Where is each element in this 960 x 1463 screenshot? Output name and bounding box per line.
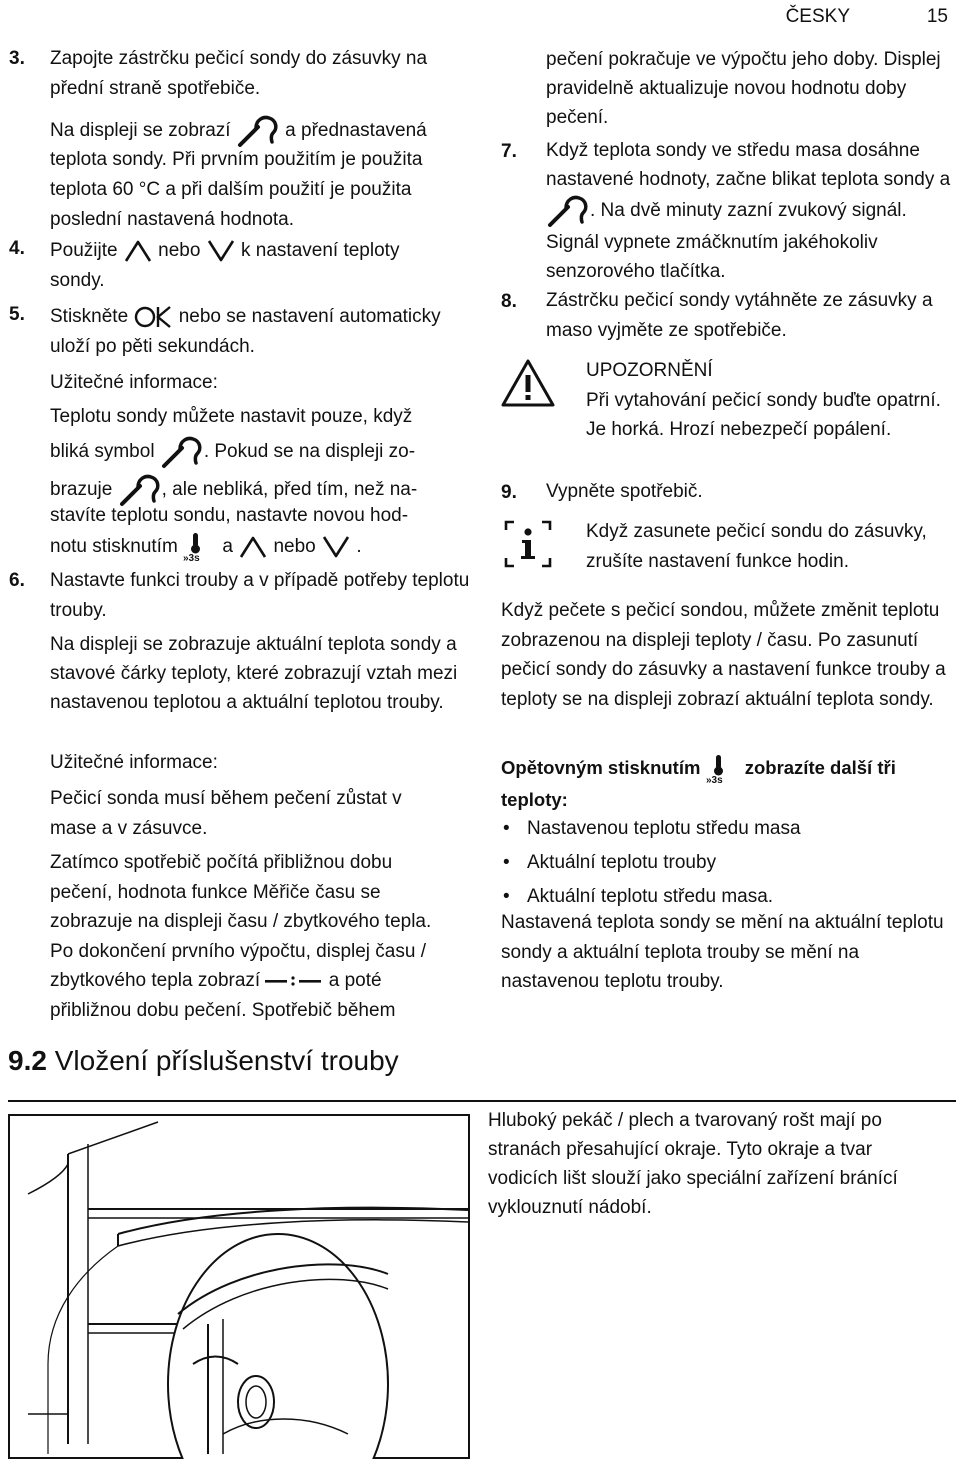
section-divider [8, 1100, 956, 1102]
step-6-number: 6. [9, 570, 25, 591]
display-description: teplota sondy. Při prvním použitím je použita teplota 60 °C a při dalším použití je použita poslední nastavená hodnota. [50, 149, 423, 230]
step-8-number: 8. [501, 291, 517, 312]
paragraph-change-display: Když pečete s pečicí sondou, můžete změnit teplotu zobrazenou na displeji teploty / času. Po zasunutí pečicí sondy do zásuvky a nastavení funkce trouby a teploty se na displeji zobrazí aktuální teplota sondy. [501, 600, 946, 710]
press-again-heading: Opětovným stisknutím zobrazíte další tři teploty: [501, 752, 941, 816]
info-1-line-5: notu stisknutím a nebo . [50, 532, 362, 562]
info-2-text: Pečicí sonda musí během pečení zůstat v mase a v zásuvce. [50, 788, 402, 839]
step-3-text: Zapojte zástrčku pečicí sondy do zásuvky na přední straně spotřebiče. [50, 48, 428, 99]
info-1-line-3: brazuje , ale nebliká, před tím, než na- [50, 473, 417, 507]
list-item: • Aktuální teplotu trouby [503, 846, 943, 880]
paragraph-display-status: Na displeji se zobrazuje aktuální teplota sondy a stavové čárky teploty, které zobrazují vztah mezi nastavenou teplotou a aktuální teplotou trouby. [50, 634, 458, 713]
step-9-number: 9. [501, 482, 517, 503]
paragraph-calculation: Zatímco spotřebič počítá přibližnou dobu pečení, hodnota funkce Měřiče času se zobrazuje na displeji času / zbytkového tepla. Po dokončení prvního výpočtu, displej času / zbytkového tepla zobrazí a poté přibližnou dobu pečení. Spotřebič během [50, 852, 432, 1021]
step-6-text: Nastavte funkci trouby a v případě potřeby teplotu trouby. [50, 570, 470, 621]
step-4-line: Použijte nebo k nastavení teploty [50, 240, 400, 261]
step-5-number: 5. [9, 304, 25, 325]
section-title: 9.2 Vložení příslušenství trouby [8, 1045, 399, 1076]
list-item: • Aktuální teplotu středu masa. [503, 880, 943, 914]
probe-icon [546, 194, 590, 228]
info-1-line-1: Teplotu sondy můžete nastavit pouze, když [50, 406, 413, 427]
section-description: Hluboký pekáč / plech a tvarovaný rošt mají po stranách přesahující okraje. Tyto okraje a tvar vodicích lišt slouží jako speciální zařízení bránící vyklouznutí nádobí. [488, 1110, 898, 1218]
continuation-paragraph: pečení pokračuje ve výpočtu jeho doby. Displej pravidelně aktualizuje novou hodnotu doby pečení. [546, 49, 941, 128]
chevron-up-icon [238, 535, 268, 559]
dash-display-icon [265, 973, 323, 989]
step-4-continuation: sondy. [50, 270, 105, 291]
info-1-line-4: stavíte teplotu sondu, nastavte novou hod- [50, 505, 409, 526]
oven-rack-illustration [8, 1114, 470, 1459]
info-note-text: Když zasunete pečicí sondu do zásuvky, zrušíte nastavení funkce hodin. [586, 521, 927, 572]
probe-3s-button-icon [183, 532, 217, 562]
probe-icon [160, 435, 204, 469]
info-1-title: Užitečné informace: [50, 372, 218, 393]
step-9-text: Vypněte spotřebič. [546, 481, 703, 502]
step-5-text: Stiskněte nebo se nastavení automaticky uloží po pěti sekundách. [50, 306, 441, 357]
step-4-number: 4. [9, 238, 25, 259]
page-number: 15 [926, 6, 948, 27]
step-7-number: 7. [501, 141, 517, 162]
warning-text: Při vytahování pečicí sondy buďte opatrní. Je horká. Hrozí nebezpečí popálení. [586, 390, 941, 440]
step-8-text: Zástrčku pečicí sondy vytáhněte ze zásuvky a maso vyjměte ze spotřebiče. [546, 290, 933, 341]
info-2-title: Užitečné informace: [50, 752, 218, 773]
header-language: ČESKY [785, 6, 850, 27]
chevron-up-icon [123, 239, 153, 263]
temperature-list [503, 812, 943, 914]
chevron-down-icon [206, 239, 236, 263]
info-1-line-2: bliká symbol . Pokud se na displeji zo- [50, 435, 415, 469]
paragraph-final: Nastavená teplota sondy se mění na aktuální teplotu sondy a aktuální teplota trouby se mění na nastavenou teplotu trouby. [501, 912, 944, 992]
probe-3s-button-icon [706, 754, 740, 784]
warning-triangle-icon [500, 358, 556, 408]
probe-icon [236, 114, 280, 148]
warning-title: UPOZORNĚNÍ [586, 360, 713, 381]
info-icon [504, 520, 552, 568]
ok-icon [133, 305, 173, 329]
list-item: • Nastavenou teplotu středu masa [503, 812, 943, 846]
step-7-text: Když teplota sondy ve středu masa dosáhne nastavené hodnoty, začne blikat teplota sondy a . Na dvě minuty zazní zvukový signál. Signál vypnete zmáčknutím jakéhokoliv senzorového tlačítka. [546, 140, 951, 282]
chevron-down-icon [321, 535, 351, 559]
step-3-number: 3. [9, 48, 25, 69]
display-line: Na displeji se zobrazí a přednastavená [50, 114, 427, 148]
